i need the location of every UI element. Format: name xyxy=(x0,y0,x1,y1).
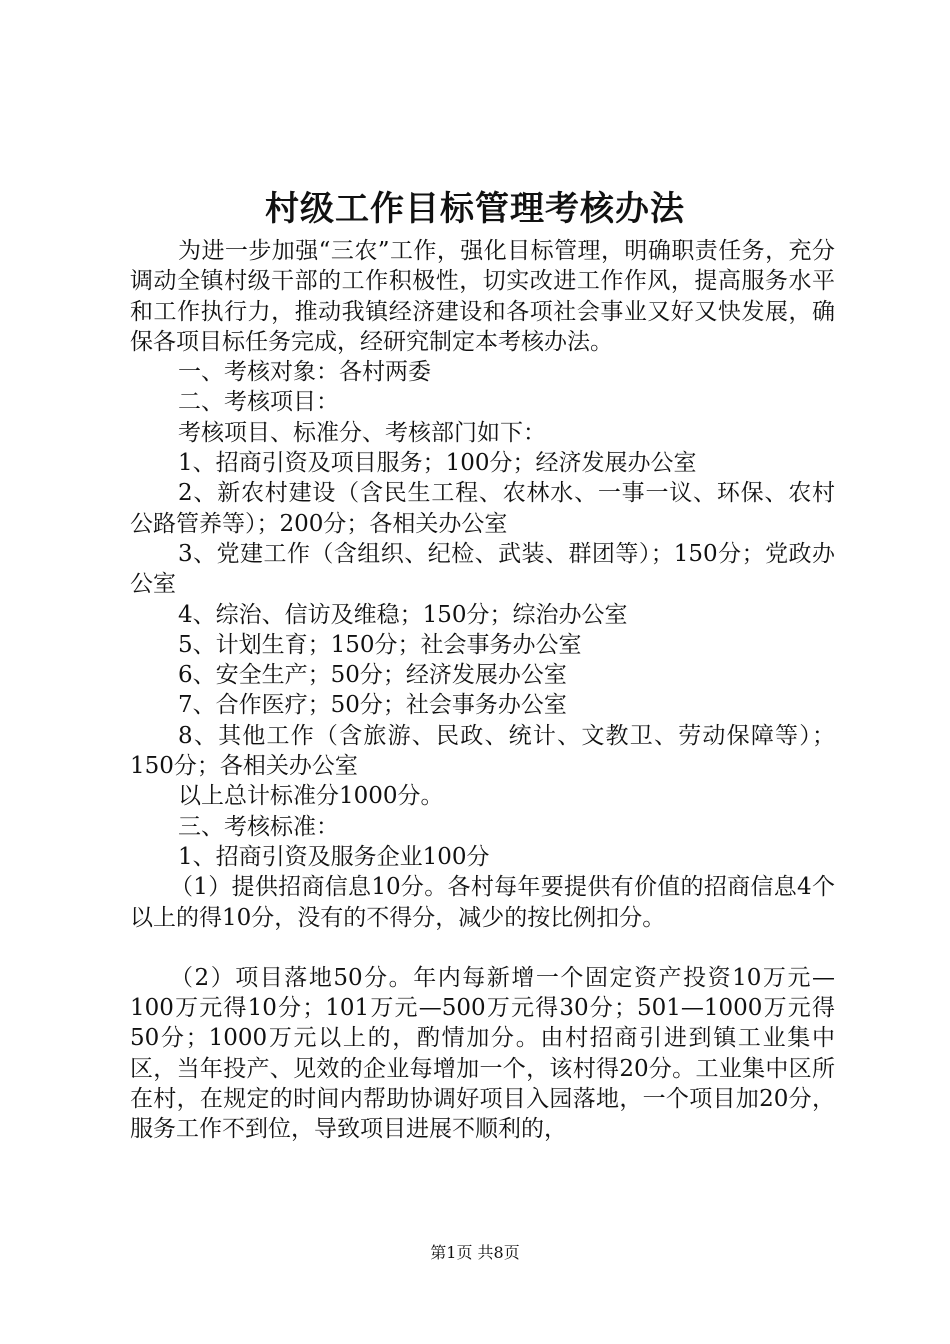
list-item: 4、综治、信访及维稳；150分；综治办公室 xyxy=(178,601,628,628)
section-heading-targets: 一、考核对象：各村两委 xyxy=(178,359,431,386)
criterion-paragraph: （1）提供招商信息10分。各村每年要提供有价值的招商信息4个以上的得10分，没有的不得分，减少的按比例扣分。 xyxy=(130,874,835,931)
section-heading-standards: 三、考核标准： xyxy=(178,813,339,840)
paragraph-gap xyxy=(130,933,835,963)
total-score-line: 以上总计标准分1000分。 xyxy=(178,783,444,810)
intro-paragraph: 为进一步加强“三农”工作，强化目标管理，明确职责任务，充分调动全镇村级干部的工作积极性，切实改进工作作风，提高服务水平和工作执行力，推动我镇经济建设和各项社会事业又好又快发展，确保各项目标任务完成，经研究制定本考核办法。 xyxy=(130,238,835,355)
list-item: 6、安全生产；50分；经济发展办公室 xyxy=(178,662,567,689)
list-item: 5、计划生育；150分；社会事务办公室 xyxy=(178,631,582,658)
criterion-paragraph: （2）项目落地50分。年内每新增一个固定资产投资10万元—100万元得10分；101万元—500万元得30分；501—1000万元得50分；1000万元以上的，酌情加分。由村招商引进到镇工业集中区，当年投产、见效的企业每增加一个，该村得20分。工业集中区所在村，在规定的时间内帮助协调好项目入园落地，一个项目加20分，服务工作不到位，导致项目进展不顺利的， xyxy=(130,964,835,1143)
subsection-heading: 1、招商引资及服务企业100分 xyxy=(178,843,490,870)
page-footer: 第1页 共8页 xyxy=(430,1243,520,1262)
list-item: 3、党建工作（含组织、纪检、武装、群团等）；150分；党政办公室 xyxy=(130,540,835,598)
items-intro: 考核项目、标准分、考核部门如下： xyxy=(178,419,546,446)
section-heading-items: 二、考核项目： xyxy=(178,389,339,416)
list-item: 7、合作医疗；50分；社会事务办公室 xyxy=(178,692,567,719)
list-item: 1、招商引资及项目服务；100分；经济发展办公室 xyxy=(178,450,697,477)
document-body xyxy=(130,236,835,1145)
list-item: 2、新农村建设（含民生工程、农林水、一事一议、环保、农村公路管养等）；200分；各相关办公室 xyxy=(130,480,835,537)
document-title: 村级工作目标管理考核办法 xyxy=(265,189,685,229)
list-item: 8、其他工作（含旅游、民政、统计、文教卫、劳动保障等）；150分；各相关办公室 xyxy=(130,722,835,780)
